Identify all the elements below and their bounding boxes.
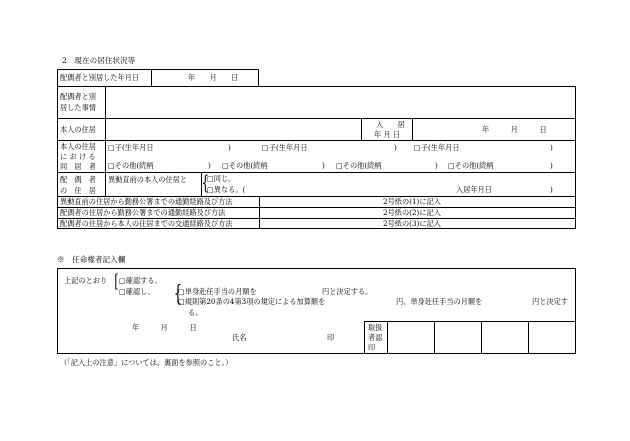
handler-seal-box-4[interactable] bbox=[529, 322, 574, 353]
route-value-3: 2号紙の(3)に記入 bbox=[383, 219, 441, 228]
residence-field[interactable] bbox=[108, 120, 358, 138]
decision-date-field[interactable]: 年 月 日 bbox=[132, 323, 197, 332]
brace-icon: { bbox=[201, 170, 210, 194]
checkbox-icon bbox=[108, 143, 115, 152]
rule20-checkbox[interactable]: □ 規則第20条の4第3項の規定による加算額を bbox=[178, 298, 325, 305]
route-value-2: 2号紙の(2)に記入 bbox=[383, 208, 441, 217]
route-label-2: 配偶者の住居から勤務公署までの通勤経路及び方法 bbox=[60, 208, 226, 217]
confirm-checkbox[interactable]: □ 確認する。 bbox=[119, 277, 162, 284]
bracket-icon: [ bbox=[114, 271, 119, 292]
checkbox-icon bbox=[178, 287, 185, 296]
child-checkbox-3[interactable]: □ 子(生年月日 bbox=[414, 144, 460, 151]
handler-seal-box-3[interactable] bbox=[482, 322, 527, 353]
route-value-1: 2号紙の(1)に記入 bbox=[383, 197, 441, 206]
checkbox-icon bbox=[119, 287, 126, 296]
reason-label-2: 居した事情 bbox=[60, 103, 96, 112]
move-in-label: 入 居 bbox=[376, 120, 405, 129]
spouse-residence-label-2: の 住 居 bbox=[60, 186, 96, 195]
handler-seal-label-2: 者認 bbox=[368, 333, 383, 342]
name-label: 氏名 bbox=[232, 333, 247, 342]
yen-decided-text: 円と決定する。 bbox=[322, 287, 373, 296]
checkbox-icon bbox=[178, 297, 185, 306]
separation-date-field[interactable]: 年 月 日 bbox=[188, 73, 239, 82]
cohab-label-3: 同 居 者 bbox=[60, 162, 96, 171]
other-checkbox-2[interactable]: □ その他(続柄 bbox=[222, 162, 268, 169]
footnote: （「記入上の注意」については、裏面を参照のこと。） bbox=[60, 358, 233, 367]
reason-label: 配偶者と別 bbox=[60, 92, 96, 101]
separation-date-label: 配偶者と別居した年月日 bbox=[60, 73, 140, 82]
other-checkbox-3[interactable]: □ その他(続柄 bbox=[336, 162, 382, 169]
checkbox-icon bbox=[414, 143, 421, 152]
same-checkbox[interactable]: □ 同じ。 bbox=[207, 175, 235, 182]
residence-label: 本人の住居 bbox=[60, 125, 96, 134]
cohab-label: 本人の住居 bbox=[60, 142, 96, 151]
checkbox-icon bbox=[262, 143, 269, 152]
monthly-allowance-checkbox[interactable]: □ 単身赴任手当の月額を bbox=[178, 288, 257, 295]
reason-field[interactable] bbox=[108, 88, 572, 116]
child-checkbox-1[interactable]: □ 子(生年月日 bbox=[108, 144, 154, 151]
different-checkbox[interactable]: □ 異なる。( bbox=[207, 186, 245, 193]
move-in-label-2: 年 月 日 bbox=[374, 130, 401, 139]
checkbox-icon bbox=[207, 174, 214, 183]
yen-decided-text-2: 円と決定す bbox=[532, 297, 568, 306]
confirm-and-decide-checkbox[interactable]: □ 確認し、 bbox=[119, 288, 155, 295]
spouse-residence-text: 異動直前の本人の住居と bbox=[108, 175, 188, 184]
checkbox-icon bbox=[119, 276, 126, 285]
appointer-section-title: ※ 任命権者記入欄 bbox=[57, 255, 126, 264]
section-title: 2 現在の居住状況等 bbox=[62, 56, 136, 65]
handler-seal-box-2[interactable] bbox=[435, 322, 480, 353]
spouse-residence-label: 配 偶 者 bbox=[60, 175, 96, 184]
child-checkbox-2[interactable]: □ 子(生年月日 bbox=[262, 144, 308, 151]
other-checkbox-4[interactable]: □ その他(続柄 bbox=[448, 162, 494, 169]
checkbox-icon bbox=[207, 185, 214, 194]
other-checkbox-1[interactable]: □ その他(続柄 bbox=[108, 162, 154, 169]
yen-monthly-text: 円、単身赴任手当の月額を bbox=[396, 297, 483, 306]
checkbox-icon bbox=[108, 161, 115, 170]
handler-seal-label-3: 印 bbox=[368, 343, 376, 352]
checkbox-icon bbox=[336, 161, 343, 170]
cohab-label-2: に お け る bbox=[60, 152, 96, 161]
spouse-move-in-date-label: 入居年月日 bbox=[456, 185, 492, 194]
ru-text: る。 bbox=[188, 308, 203, 317]
brace-icon: { bbox=[173, 282, 183, 307]
handler-seal-box-1[interactable] bbox=[388, 322, 433, 353]
handler-seal-label: 取扱 bbox=[368, 323, 383, 332]
seal-label: 印 bbox=[327, 333, 335, 342]
route-label-1: 異動直前の住居から勤務公署までの通勤経路及び方法 bbox=[60, 197, 233, 206]
as-above-text: 上記のとおり bbox=[64, 276, 108, 285]
checkbox-icon bbox=[222, 161, 229, 170]
route-label-3: 配偶者の住居から本人の住居までの交通経路及び方法 bbox=[60, 219, 233, 228]
move-in-date-field[interactable]: 年 月 日 bbox=[482, 125, 547, 134]
checkbox-icon bbox=[448, 161, 455, 170]
